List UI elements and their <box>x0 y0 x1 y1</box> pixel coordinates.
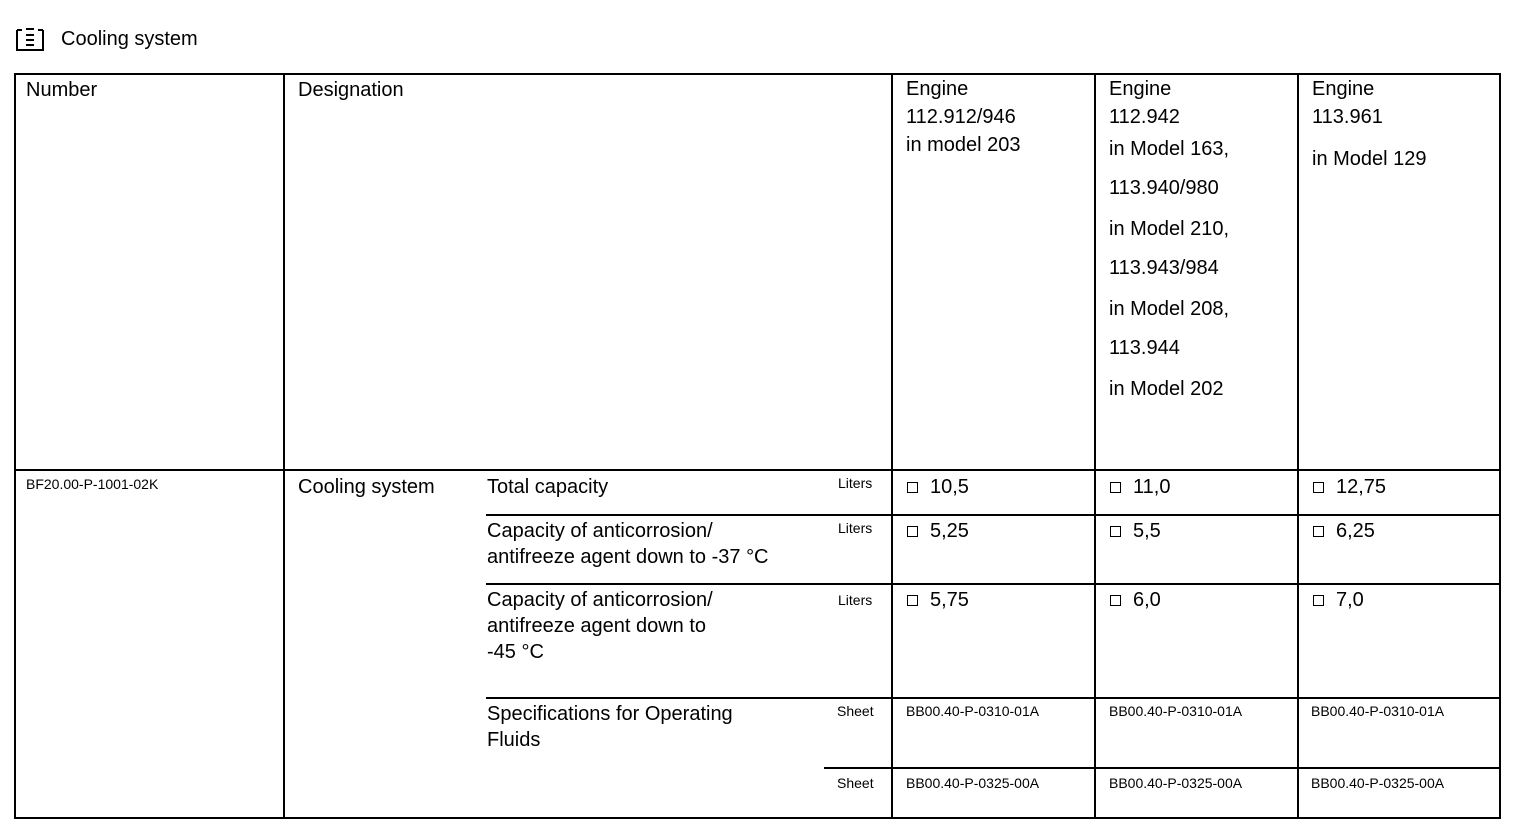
section-title: Cooling system <box>61 27 198 50</box>
item-value: 12,75 <box>1313 474 1386 500</box>
item-unit: Sheet <box>837 703 874 719</box>
col-divider <box>283 73 285 819</box>
item-value: 7,0 <box>1313 587 1364 613</box>
spec-sheet-ref: BB00.40-P-0325-00A <box>906 775 1040 791</box>
spec-table <box>14 73 1501 819</box>
row-divider <box>486 583 1501 585</box>
checkbox-icon <box>1110 526 1121 537</box>
checkbox-icon <box>1110 595 1121 606</box>
item-name: Capacity of anticorrosion/ antifreeze agent down to -45 °C <box>487 589 713 663</box>
checkbox-icon <box>1313 482 1324 493</box>
row-divider <box>486 514 1501 516</box>
item-name: Specifications for Operating Fluids <box>487 703 733 751</box>
item-name: Capacity of anticorrosion/ antifreeze agent down to -37 °C <box>487 520 769 568</box>
item-unit: Liters <box>838 592 873 608</box>
col-divider <box>1094 73 1096 819</box>
item-unit: Liters <box>838 475 873 491</box>
item-value: 6,0 <box>1110 587 1161 613</box>
checkbox-icon <box>1110 482 1121 493</box>
section-header <box>15 24 198 54</box>
checkbox-icon <box>907 482 918 493</box>
item-name: Total capacity <box>487 476 609 498</box>
checkbox-icon <box>907 526 918 537</box>
item-value: 5,75 <box>907 587 969 613</box>
header-number: Number <box>26 79 98 101</box>
spec-sheet-ref: BB00.40-P-0325-00A <box>1109 775 1243 791</box>
row-number: BF20.00-P-1001-02K <box>26 476 159 492</box>
item-value: 6,25 <box>1313 518 1375 544</box>
checkbox-icon <box>1313 526 1324 537</box>
spec-sheet-ref: BB00.40-P-0310-01A <box>906 703 1040 719</box>
spec-sheet-ref: BB00.40-P-0325-00A <box>1311 775 1445 791</box>
item-value: 10,5 <box>907 474 969 500</box>
checkbox-icon <box>907 595 918 606</box>
row-divider <box>14 469 1501 471</box>
item-unit: Liters <box>838 520 873 536</box>
row-divider <box>824 767 1501 769</box>
col-divider <box>891 73 893 819</box>
cooling-list-icon <box>15 26 45 52</box>
spec-sheet-ref: BB00.40-P-0310-01A <box>1311 703 1445 719</box>
spec-sheet-ref: BB00.40-P-0310-01A <box>1109 703 1243 719</box>
item-value: 11,0 <box>1110 474 1170 500</box>
item-unit: Sheet <box>837 775 874 791</box>
header-engine-3: Engine 113.961 in Model 129 <box>1312 78 1427 170</box>
item-value: 5,25 <box>907 518 969 544</box>
header-designation: Designation <box>298 79 404 101</box>
item-value: 5,5 <box>1110 518 1161 544</box>
header-engine-1: Engine 112.912/946 in model 203 <box>906 78 1021 156</box>
row-divider <box>486 697 1501 699</box>
header-engine-2: Engine 112.942 in Model 163, 113.940/980 in Model 210, 113.943/984 in Model 208, 113.944 in Model 202 <box>1109 78 1230 400</box>
row-group: Cooling system <box>298 476 435 498</box>
col-divider <box>1297 73 1299 819</box>
checkbox-icon <box>1313 595 1324 606</box>
